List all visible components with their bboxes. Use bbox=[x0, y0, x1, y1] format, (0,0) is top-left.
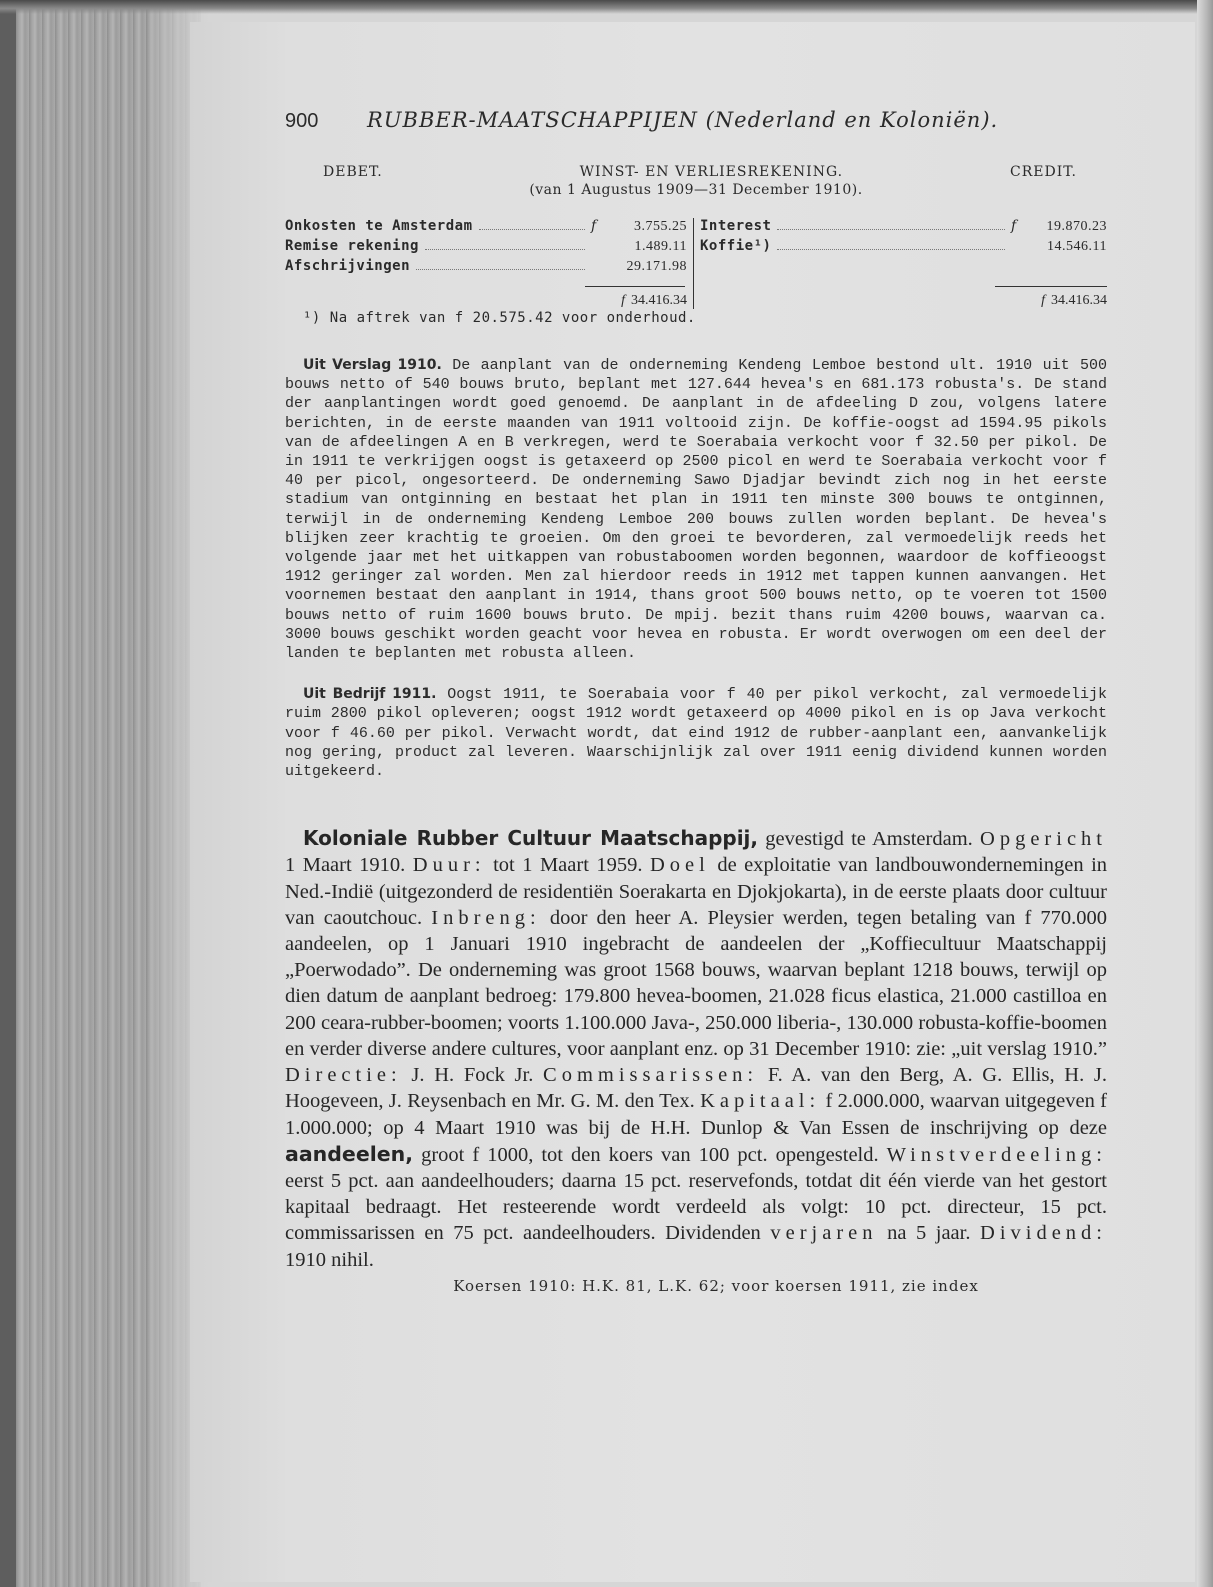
row-label: Remise rekening bbox=[285, 238, 419, 254]
field-label: Directie: bbox=[285, 1064, 402, 1087]
debit-side bbox=[285, 218, 694, 309]
top-shadow bbox=[0, 0, 1213, 14]
field-value: J. H. Fock Jr. bbox=[411, 1064, 534, 1087]
row-amount: 1.489.11 bbox=[634, 239, 687, 254]
debit-row bbox=[285, 218, 687, 238]
leader-dots bbox=[777, 249, 1005, 250]
field-value: eerst 5 pct. aan aandeelhouders; daarna 15 pct. reservefonds, totdat dit één vierde van het gestort kapitaal bedraagt. Het resteerende wordt verdeeld als volgt: 10 pct. directeur, 15 pct. commissarissen en 75 pct. aandeelhouders. Dividenden bbox=[285, 1169, 1107, 1245]
company-entry bbox=[285, 825, 1107, 1272]
field-value: f 2.000.000, waarvan uitgegeven f 1.000.000; op 4 Maart 1910 was bij de H.H. Dunlop & Van Essen de inschrijving op deze bbox=[285, 1090, 1107, 1139]
row-label: Koffie¹) bbox=[700, 238, 772, 254]
field-label: Duur: bbox=[412, 854, 486, 877]
currency-symbol: f bbox=[621, 293, 625, 308]
section-text: Oogst 1911, te Soerabaia voor f 40 per pikol verkocht, zal vermoedelijk ruim 2800 pikol opleveren; oogst 1912 wordt getaxeerd op 4000 pikol en is op Java verkocht voor f 46.60 per pikol. Verwacht wordt, dat eind 1912 de rubber-aanplant een, aanvankelijk nog gering, product zal leveren. Waarschijnlijk zal over 1911 eenig dividend kunnen worden uitgekeerd. bbox=[285, 686, 1107, 781]
field-value: de exploitatie van landbouwondernemingen in Ned.-Indië (uitgezonderd de residentiën Soerakarta en Djokjokarta), in de eerste plaats door cultuur van caoutchouc. bbox=[285, 854, 1108, 929]
field-label: Doel bbox=[649, 854, 710, 877]
field-label: Opgericht bbox=[980, 828, 1107, 851]
company-name: Koloniale Rubber Cultuur Maatschappij, bbox=[303, 826, 759, 851]
account-footnote: ¹) Na aftrek van f 20.575.42 voor onderhoud. bbox=[303, 310, 696, 326]
leader-dots bbox=[425, 249, 585, 250]
running-head bbox=[285, 108, 1107, 142]
section-verslag-1910 bbox=[285, 356, 1107, 663]
right-page-edge bbox=[1197, 0, 1213, 1587]
currency-symbol: f bbox=[591, 218, 597, 234]
debit-label: DEBET. bbox=[323, 164, 383, 180]
page-number: 900 bbox=[285, 110, 319, 132]
aandeelen-heading: aandeelen, bbox=[285, 1141, 414, 1166]
row-amount: 14.546.11 bbox=[1047, 239, 1107, 254]
company-seat: gevestigd te Amsterdam. bbox=[765, 828, 973, 851]
credit-total-amount: 34.416.34 bbox=[1051, 293, 1107, 308]
section-bedrijf-1911 bbox=[285, 685, 1107, 781]
row-label: Onkosten te Amsterdam bbox=[285, 218, 473, 234]
koersen-line: Koersen 1910: H.K. 81, L.K. 62; voor koersen 1911, zie index bbox=[453, 1276, 979, 1295]
page-content bbox=[285, 108, 1107, 1295]
debit-row bbox=[285, 258, 687, 278]
field-label: Kapitaal: bbox=[700, 1090, 821, 1113]
field-label: verjaren bbox=[770, 1222, 878, 1245]
field-value: na 5 jaar. bbox=[887, 1222, 971, 1245]
leader-dots bbox=[479, 229, 585, 230]
profit-loss-account bbox=[285, 218, 1107, 309]
row-label: Afschrijvingen bbox=[285, 258, 411, 274]
credit-row bbox=[700, 238, 1107, 258]
field-value: F. A. van den Berg, A. G. Ellis, H. J. Hoogeveen, J. Reysenbach en Mr. G. M. den Tex. bbox=[285, 1064, 1108, 1113]
field-value: door den heer A. Pleysier werden, tegen betaling van f 770.000 aandeelen, op 1 Januari 1910 ingebracht de aandeelen der „Koffiecultuur Maatschappij „Poerwodado”. De onderneming was groot 1568 bouws, waarvan beplant 1218 bouws, terwijl op dien datum de aanplant bedroeg: 179.800 hevea-boomen, 21.028 ficus elastica, 21.000 castilloa en 200 ceara-rubber-boomen; voorts 1.100.000 Java-, 250.000 liberia-, 130.000 robusta-koffie-boomen en verder diverse andere cultures, voor aanplant enz. op 31 December 1910: zie: „uit verslag 1910.” bbox=[285, 906, 1108, 1060]
credit-side bbox=[694, 218, 1107, 309]
section-lead: Uit Verslag 1910. bbox=[303, 357, 442, 373]
field-label: Winstverdeeling: bbox=[886, 1143, 1107, 1166]
field-value: groot f 1000, tot den koers van 100 pct. opengesteld. bbox=[421, 1143, 879, 1166]
debit-total bbox=[285, 287, 687, 309]
field-value: tot 1 Maart 1959. bbox=[493, 854, 643, 877]
currency-symbol: f bbox=[1041, 293, 1045, 308]
account-header bbox=[285, 164, 1107, 180]
section-text: De aanplant van de onderneming Kendeng Lemboe bestond ult. 1910 uit 500 bouws netto of 540 bouws bruto, beplant met 127.644 hevea's en 681.173 robusta's. De stand der aanplantingen wordt goed genoemd. De aanplant in de afdeeling D zou, volgens latere berichten, in de eerste maanden van 1911 voltooid zijn. De koffie-oogst ad 1594.95 pikols van de afdeelingen A en B verkregen, werd te Soerabaia verkocht voor f 32.50 per pikol. De in 1911 te verkrijgen oogst is getaxeerd op 2500 picol en werd te Soerabaia verkocht voor f 40 per picol, ongesorteerd. De onderneming Sawo Djadjar bevindt zich nog in het eerste stadium van ontginning en bestaat het plan in 1911 ten minste 300 bouws te ontginnen, terwijl in de onderneming Kendeng Lemboe 200 bouws zullen worden beplant. De hevea's blijken zeer krachtig te groeien. Om den groei te bevorderen, zal vermoedelijk reeds het volgende jaar met het uitkappen van robustaboomen worden begonnen, waardoor de koffieoogst 1912 geringer zal worden. Men zal hierdoor reeds in 1912 met tappen kunnen aanvangen. Het voornemen bestaat den aanplant in 1914, thans groot 500 bouws netto, op te voeren tot 1500 bouws netto of ruim 1600 bouws bruto. De mpij. bezit thans ruim 4200 bouws, waarvan ca. 3000 bouws geschikt worden geacht voor hevea en robusta. Er wordt overwogen om een deel der landen te beplanten met robusta alleen. bbox=[285, 357, 1107, 663]
leader-dots bbox=[777, 229, 1005, 230]
running-title: RUBBER-MAATSCHAPPIJEN (Nederland en Koloniën). bbox=[367, 108, 999, 132]
account-period: (van 1 Augustus 1909—31 December 1910). bbox=[529, 182, 863, 198]
leader-dots bbox=[416, 269, 585, 270]
credit-label: CREDIT. bbox=[1010, 164, 1077, 180]
row-label: Interest bbox=[700, 218, 772, 234]
row-amount: 19.870.23 bbox=[1046, 219, 1107, 234]
credit-total bbox=[700, 287, 1107, 309]
account-title: WINST- EN VERLIESREKENING. bbox=[579, 164, 844, 180]
debit-total-amount: 34.416.34 bbox=[631, 293, 687, 308]
field-value: 1 Maart 1910. bbox=[285, 854, 406, 877]
field-label: Commissarissen: bbox=[543, 1064, 759, 1087]
field-label: Inbreng: bbox=[431, 906, 541, 929]
debit-row bbox=[285, 238, 687, 258]
row-amount: 3.755.25 bbox=[634, 219, 687, 234]
row-amount: 29.171.98 bbox=[626, 259, 687, 274]
currency-symbol: f bbox=[1011, 218, 1017, 234]
spacer bbox=[700, 258, 1107, 278]
credit-row bbox=[700, 218, 1107, 238]
field-value: 1910 nihil. bbox=[285, 1248, 374, 1271]
section-lead: Uit Bedrijf 1911. bbox=[303, 686, 437, 703]
field-label: Dividend: bbox=[980, 1222, 1108, 1245]
